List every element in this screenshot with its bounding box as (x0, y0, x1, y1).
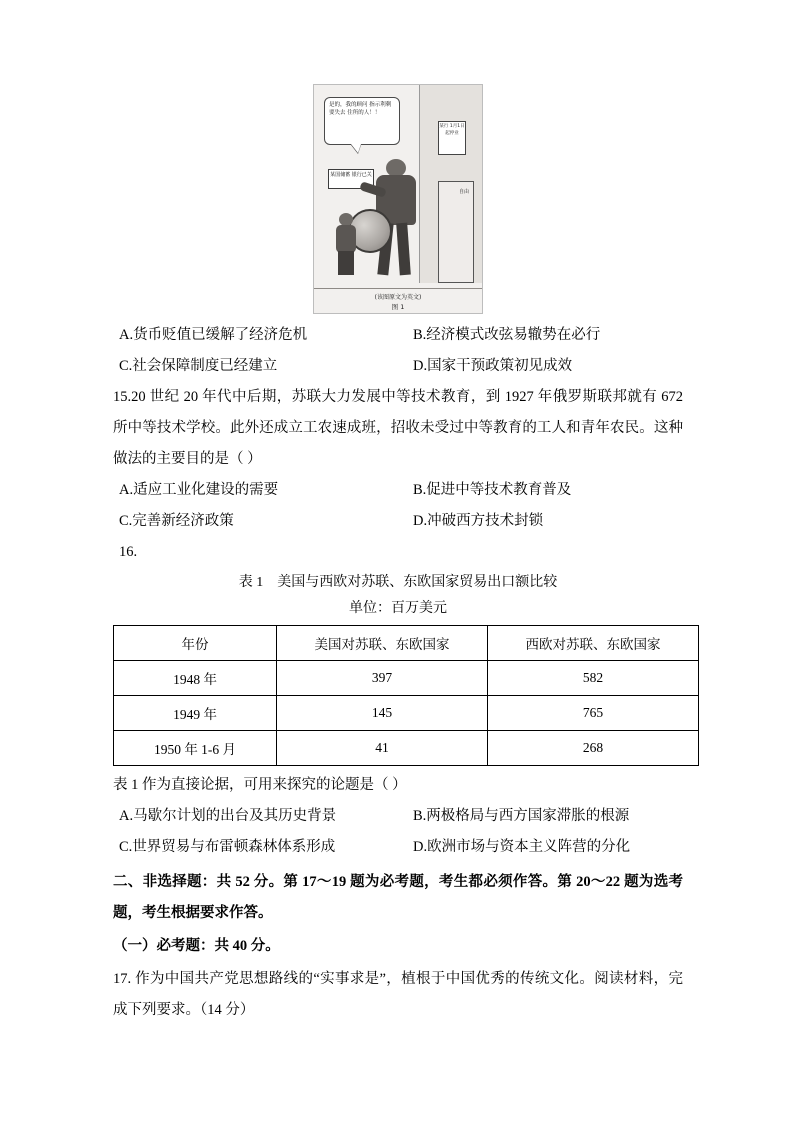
q16-number: 16. (119, 544, 138, 560)
cell-us: 145 (277, 696, 488, 731)
section-two-subheading: （一）必考题：共 40 分。 (113, 938, 280, 954)
table-col-us: 美国对苏联、东欧国家 (277, 626, 488, 661)
q14-option-b[interactable]: B.经济模式改弦易辙势在必行 (413, 327, 601, 343)
q14-options-row-1 (113, 320, 683, 351)
table-col-western-europe: 西欧对苏联、东欧国家 (488, 626, 699, 661)
section-two-heading: 二、非选择题：共 52 分。第 17～19 题为必考题，考生都必须作答。第 20～22 题为选考题，考生根据要求作答。 (113, 874, 683, 921)
table-row (114, 731, 699, 766)
q15-stem: 15.20 世纪 20 年代中后期，苏联大力发展中等技术教育，到 1927 年俄罗斯联邦就有 672 所中等技术学校。此外还成立工农速成班，招收未受过中等教育的工人和青年农民。这种做法的主要目的是（ ） (113, 389, 683, 467)
q16-option-a[interactable]: A.马歇尔计划的出台及其历史背景 (119, 808, 337, 824)
q16-stem: 表 1 作为直接论据，可用来探究的论题是（ ） (113, 777, 407, 793)
q14-option-a[interactable]: A.货币贬值已缓解了经济危机 (119, 327, 308, 343)
door-shape (438, 181, 474, 283)
cell-we: 582 (488, 661, 699, 696)
door-label: 自由 (458, 189, 469, 195)
cell-we: 765 (488, 696, 699, 731)
q16-options-row-2 (113, 832, 683, 863)
boy-figure (334, 213, 360, 275)
table-row (114, 661, 699, 696)
notice-poster: 某行 1月1日 起停业 (438, 121, 466, 155)
bank-closed-sign: 某国储蓄 银行已关 (328, 169, 374, 189)
cell-we: 268 (488, 731, 699, 766)
q14-option-d[interactable]: D.国家干预政策初见成效 (413, 358, 573, 374)
q17-text: 17. 作为中国共产党思想路线的“实事求是”，植根于中国优秀的传统文化。阅读材料，完成下列要求。（14 分） (113, 971, 683, 1018)
q16-option-d[interactable]: D.欧洲市场与资本主义阵营的分化 (413, 839, 631, 855)
floor-line (314, 288, 482, 289)
cartoon-image (313, 84, 483, 314)
q15-option-d[interactable]: D.冲破西方技术封锁 (413, 513, 544, 529)
q15-option-a[interactable]: A.适应工业化建设的需要 (119, 482, 279, 498)
cell-year: 1948 年 (114, 661, 277, 696)
figure-caption: (该图原文为英文) (374, 294, 422, 301)
cell-us: 397 (277, 661, 488, 696)
q16-options-row-1 (113, 801, 683, 832)
cell-year: 1949 年 (114, 696, 277, 731)
q14-options-row-2 (113, 351, 683, 382)
cell-year: 1950 年 1-6 月 (114, 731, 277, 766)
speech-bubble: 是的，我的顾问 指示利剩要失去 住所的人！！ (324, 97, 400, 145)
q15-options-row-1 (113, 475, 683, 506)
table-unit: 单位：百万美元 (349, 601, 447, 616)
man-leg-right (396, 223, 411, 276)
q16-option-b[interactable]: B.两极格局与西方国家滞胀的根源 (413, 808, 630, 824)
figure-number: 图 1 (391, 303, 405, 311)
table-col-year: 年份 (114, 626, 277, 661)
figure-container (113, 84, 683, 314)
trade-data-table (113, 625, 699, 766)
q14-option-c[interactable]: C.社会保障制度已经建立 (119, 358, 278, 374)
q15-option-c[interactable]: C.完善新经济政策 (119, 513, 234, 529)
q15-option-b[interactable]: B.促进中等技术教育普及 (413, 482, 572, 498)
q15-options-row-2 (113, 506, 683, 537)
q16-option-c[interactable]: C.世界贸易与布雷顿森林体系形成 (119, 839, 336, 855)
boy-legs (338, 251, 354, 275)
page-content (113, 84, 683, 1026)
boy-body (336, 225, 356, 253)
table-row (114, 696, 699, 731)
table-title: 表 1 美国与西欧对苏联、东欧国家贸易出口额比较 (238, 575, 558, 590)
cell-us: 41 (277, 731, 488, 766)
table-header-row (114, 626, 699, 661)
